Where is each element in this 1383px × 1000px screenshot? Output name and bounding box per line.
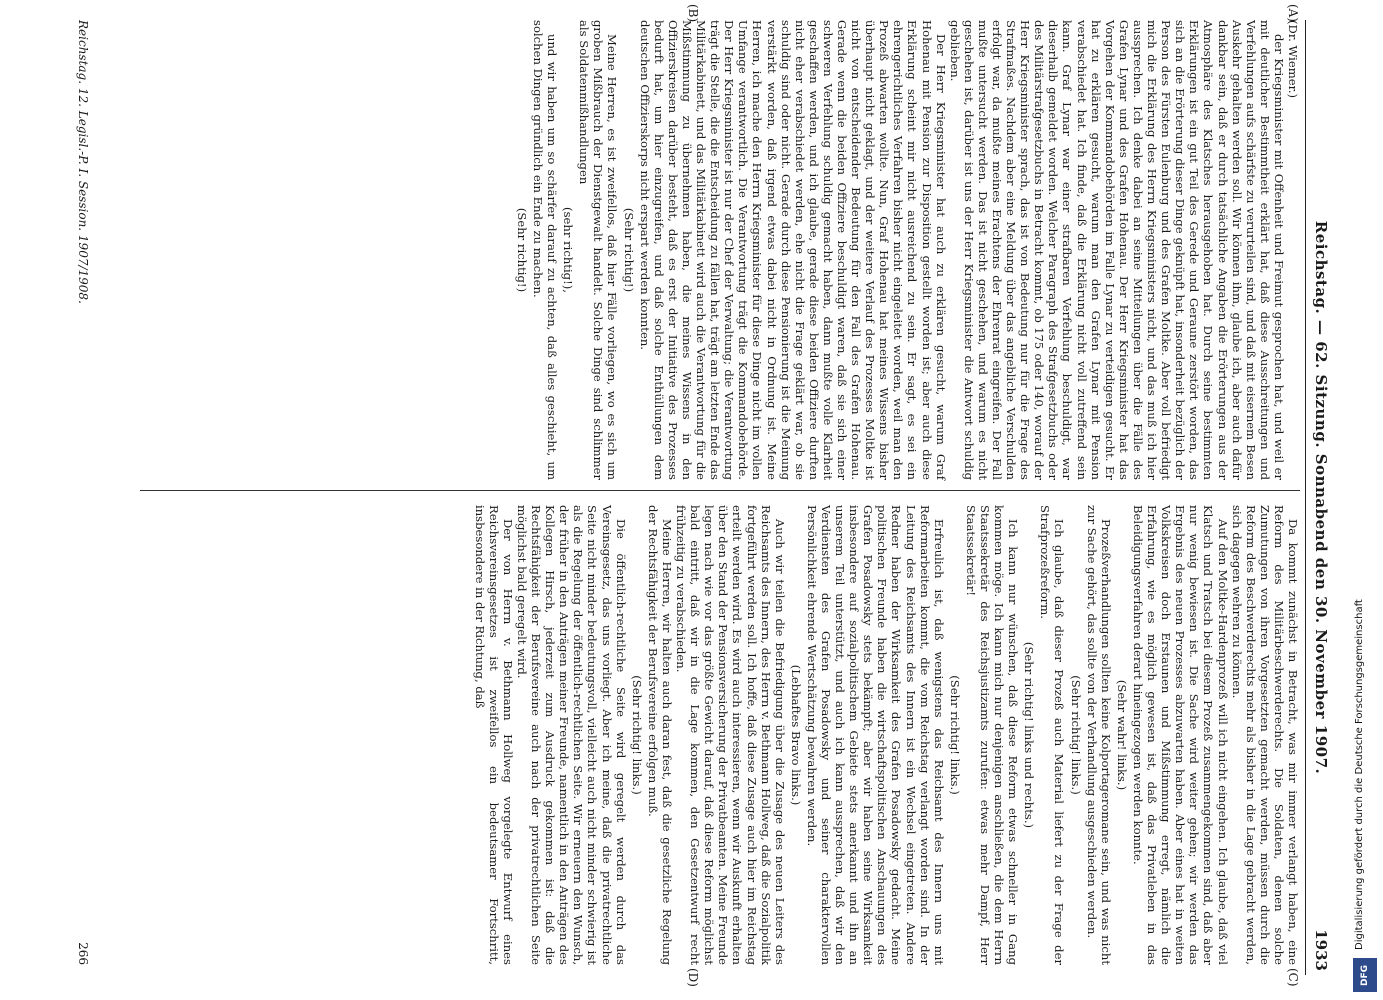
paragraph: Auch wir teilen die Befriedigung über die Zusage des neuen Leiters des Reichsamts des Innern, des Herrn v. Bethmann Hollweg, daß die Sozialpolitik fortgeführt werden soll. Ich hoffe, daß diese Zusage auch hier im Reichstag erteilt werden wird. Es wird auch interessieren, wenn wir Auskunft erhalten über den Stand der Pensionsversicherung der Privatbeamten. Meine Freunde legen nach wie vor das größte Gewicht darauf, daß diese Reform möglichst bald eintritt, daß wir in die Lage kommen, den Gesetzentwurf recht frühzeitig zu verabschieden. xyxy=(674,505,787,965)
margin-marker-b: (B) xyxy=(686,4,700,23)
interjection: (Sehr richtig!) xyxy=(621,207,636,293)
margin-marker-a: (A) xyxy=(1286,4,1300,23)
paragraph: Prozeßverhandlungen sollten keine Kolportageromane sein, und was nicht zur Sache gehört, das sollte von der Verhandlung ausgeschieden werden. xyxy=(1084,505,1113,965)
footer-sheet-number: 266 xyxy=(76,942,90,965)
margin-marker-d: (D) xyxy=(686,968,700,987)
footer-session: Reichstag. 12. Legisl.-P. I. Session. 1907/1908. xyxy=(76,20,90,304)
paragraph: Da kommt zunächst in Betracht, was mir immer verlangt haben, eine Reform des Militärbeschwerderechts. Die Soldaten, denen solche Zumutungen von ihren Vorgesetzten gemacht werden, müssen durch die Reform des Beschwerderechts mehr als bisher in die Lage gebracht werden, sich dagegen wehren zu können. xyxy=(1229,505,1300,965)
paragraph: Der Herr Kriegsminister hat auch zu erklären gesucht, warum Graf Hohenau mit Pension zur Disposition gestellt worden ist; aber auch diese Erklärung scheint mir nicht ausreichend zu sein. Er sagt, es sei ein ehrengerichtliches Verfahren bisher nicht eingeleitet worden, weil man den Prozeß abwarten wollte. Nun, Graf Hohenau hat meines Wissens bisher überhaupt nicht geklagt, und der weitere Verlauf des Prozesses Moltke ist nicht von entscheidender Bedeutung für den Fall des Grafen Hohenau. Gerade wenn die beiden Offiziere beschuldigt waren, daß sie sich einer schweren Verfehlung schuldig gemacht haben, dann mußte volle Klarheit geschaffen werden, und ich glaube, gerade diese beiden Offiziere durften nicht eher verabschiedet werden, ehe nicht die Frage geklärt war, ob sie schuldig sind oder nicht. Gerade durch diese Pensionierung ist die Meinung verstärkt worden, daß irgend etwas dabei nicht in Ordnung ist. Meine Herren, ich mache den Herrn Kriegsminister für diese Dinge nicht im vollen Umfange verantwortlich. Die Verantwortung trägt die Kommandobehörde. Der Herr Kriegsminister ist nur der Chef der Verwaltung; die Verantwortung trägt die Stelle, die die Entscheidung zu fällen hat, trägt am letzten Ende das Militärkabinett, und das Militärkabinett wird auch die Verantwortung für die Mißstimmung zu übernehmen haben, die meines Wissens in den Offizierskreisen darüber besteht, daß es erst der Initiative des Prozesses bedurft hat, um hier einzugreifen, und daß solche Enthüllungen dem deutschen Offizierskorps nicht erspart werden konnten. xyxy=(637,20,948,480)
interjection: (Sehr richtig!) xyxy=(514,207,529,293)
paragraph: Auf den Moltke-Hardenprozeß will ich nicht eingehen. Ich glaube, daß viel Klatsch und Tratsch bei diesem Prozeß zusammengekommen sind, daß aber nur wenig bewiesen ist. Die Sache wird weiter gehen; wir werden das Ergebnis des neuen Prozesses abzuwarten haben. Aber eines hat in weiten Volkskreisen doch Erstaunen und Mißstimmung erregt, nämlich die Erfahrung, wie es möglich gewesen ist, daß das Privatleben in das Beleidigungsverfahren derart hineingezogen werden konnte. xyxy=(1130,505,1230,965)
paragraph: Meine Herren, es ist zweifellos, daß hier Fälle vorliegen, wo es sich um groben Mißbrauch der Dienstgewalt handelt. Solche Dinge sind schlimmer als Soldatenmißhandlungen xyxy=(577,20,620,480)
dfg-logo-icon: DFG xyxy=(1353,958,1377,992)
paragraph: Erfreulich ist, daß wenigstens das Reichsamt des Innern uns mit Reformarbeiten kommt, die vom Reichstag verlangt worden sind. In der Leitung des Reichsamts des Innern ist ein Wechsel eingetreten. Andere Redner haben der Wirksamkeit des Grafen Posadowsky gedacht. Meine politischen Freunde haben die wirtschaftspolitischen Anschauungen des Grafen Posadowsky stets bekämpft; aber wir haben seine Wirksamkeit insbesondere auf sozialpolitischem Gebiete stets anerkannt und ihn an unserem Teil unterstützt, und auch ich kann aussprechen, daß wir den Verdiensten des Grafen Posadowsky und seiner charaktervollen Persönlichkeit ehrende Wertschätzung bewahren werden. xyxy=(804,505,946,965)
interjection: (Sehr richtig! links und rechts.) xyxy=(1022,641,1037,829)
interjection: (Sehr richtig! links.) xyxy=(947,675,962,795)
interjection: (Lebhaftes Bravo links.) xyxy=(788,664,803,806)
page-number: 1933 xyxy=(1312,929,1330,971)
paragraph: und wir haben um so schärfer darauf zu achten, daß alles geschieht, um solchen Dingen gründlich ein Ende zu machen. xyxy=(531,20,560,480)
dfg-notice-text: Digitalisierung gefördert durch die Deutsche Forschungsgemeinschaft xyxy=(1354,599,1365,950)
paragraph: der Kriegsminister mit Offenheit und Freimut gesprochen hat, und weil er mit deutlicher Bestimmtheit erklärt hat, daß diese Ausschreitungen und Verfehlungen aufs schärfste zu verurteilen sind, und daß mit eisernem Besen Auskehr gehalten werden soll. Wir können ihm, glaube ich, aber auch dafür dankbar sein, daß er durch tatsächliche Angaben die Erörterungen aus der Atmosphäre des Klatsches herausgehoben hat. Durch seine bestimmten Erklärungen ist ein gut Teil des Gerede und Geraune zerstört worden, das sich an die Erörterung dieser Dinge geknüpft hat, insonderheit bezüglich der Person des Fürsten Eulenburg und des Grafen Moltke. Aber voll befriedigt mich die Erklärung des Herrn Kriegsministers nicht, und das muß ich hier aussprechen. Ich denke dabei an seine Mitteilungen über die Fälle des Grafen Lynar und des Grafen Hohenau. Der Herr Kriegsminister hat das Vorgehen der Kommandobehörden im Falle Lynar zu verteidigen gesucht. Er hat zu erklären gesucht, warum man den Grafen Lynar mit Pension verabschiedet hat. Ich finde, daß die Erklärung nicht voll zutreffend sein kann. Graf Lynar war einer strafbaren Verfehlung beschuldigt, war dieserhalb gemeldet worden. Welcher Paragraph des Strafgesetzbuchs oder des Militärstrafgesetzbuchs in Betracht kommt, ob 175 oder 140, worauf der Herr Kriegsminister sprach, das ist von Bedeutung nur für die Frage des Strafmaßes. Nachdem aber eine Meldung über das angebliche Verschulden erfolgt war, da mußte meines Erachtens der Ehrenrat eingreifen. Der Fall mußte untersucht werden. Das ist nicht geschehen, und warum es nicht geschehen ist, darüber ist uns der Herr Kriegsminister die Antwort schuldig geblieben. xyxy=(947,20,1286,480)
paragraph: Die öffentlich-rechtliche Seite wird geregelt werden durch das Vereinsgesetz, das uns vorliegt. Aber ich meine, daß die privatrechtliche Seite nicht minder bedeutungsvoll, vielleicht auch nicht minder schwierig ist als die Regelung der öffentlich-rechtlichen Seite. Wir erneuern den Wunsch, der früher in den Anträgen meiner Freunde, namentlich in den Anträgen des Kollegen Hirsch, jederzeit zum Ausdruck gekommen ist: daß die Rechtsfähigkeit der Berufsvereine auch nach der privatrechtlichen Seite möglichst bald geregelt wird. xyxy=(515,505,628,965)
page-header xyxy=(1305,20,1332,975)
paragraph: Der von Herrn v. Bethmann Hollweg vorgelegte Entwurf eines Reichsvereinsgesetzes ist zweifellos ein bedeutsamer Fortschritt, insbesondere in der Richtung, daß xyxy=(472,505,515,965)
header-title: Reichstag. — 62. Sitzung. Sonnabend den 30. November 1907. xyxy=(1312,220,1330,775)
digitization-notice xyxy=(1348,0,1383,1000)
interjection: (Sehr wahr! links.) xyxy=(1114,679,1129,791)
interjection: (Sehr richtig! links.) xyxy=(1068,675,1083,795)
left-column xyxy=(513,20,1300,480)
interjection: (Sehr richtig! links.) xyxy=(629,675,644,795)
paragraph: Ich glaube, daß dieser Prozeß auch Material liefert zu der Frage der Strafprozeßreform. xyxy=(1038,505,1067,965)
margin-marker-c: (C) xyxy=(1286,968,1300,987)
column-divider xyxy=(140,490,1300,491)
paragraph: Meine Herren, wir halten auch daran fest, daß die gesetzliche Regelung der Rechtsfähigkeit der Berufsvereine erfolgen muß. xyxy=(645,505,674,965)
interjection: (sehr richtig!), xyxy=(561,207,576,293)
right-column xyxy=(473,505,1300,965)
speaker-name: (Dr. Wiemer.) xyxy=(1286,20,1300,99)
paragraph: Ich kann nur wünschen, daß diese Reform etwas schneller in Gang kommen möge. Ich kann mich nur denjenigen anschließen, die dem Herrn Staatssekretär des Reichsjustizamts zurufen: etwas mehr Dampf, Herr Staatssekretär! xyxy=(963,505,1021,965)
